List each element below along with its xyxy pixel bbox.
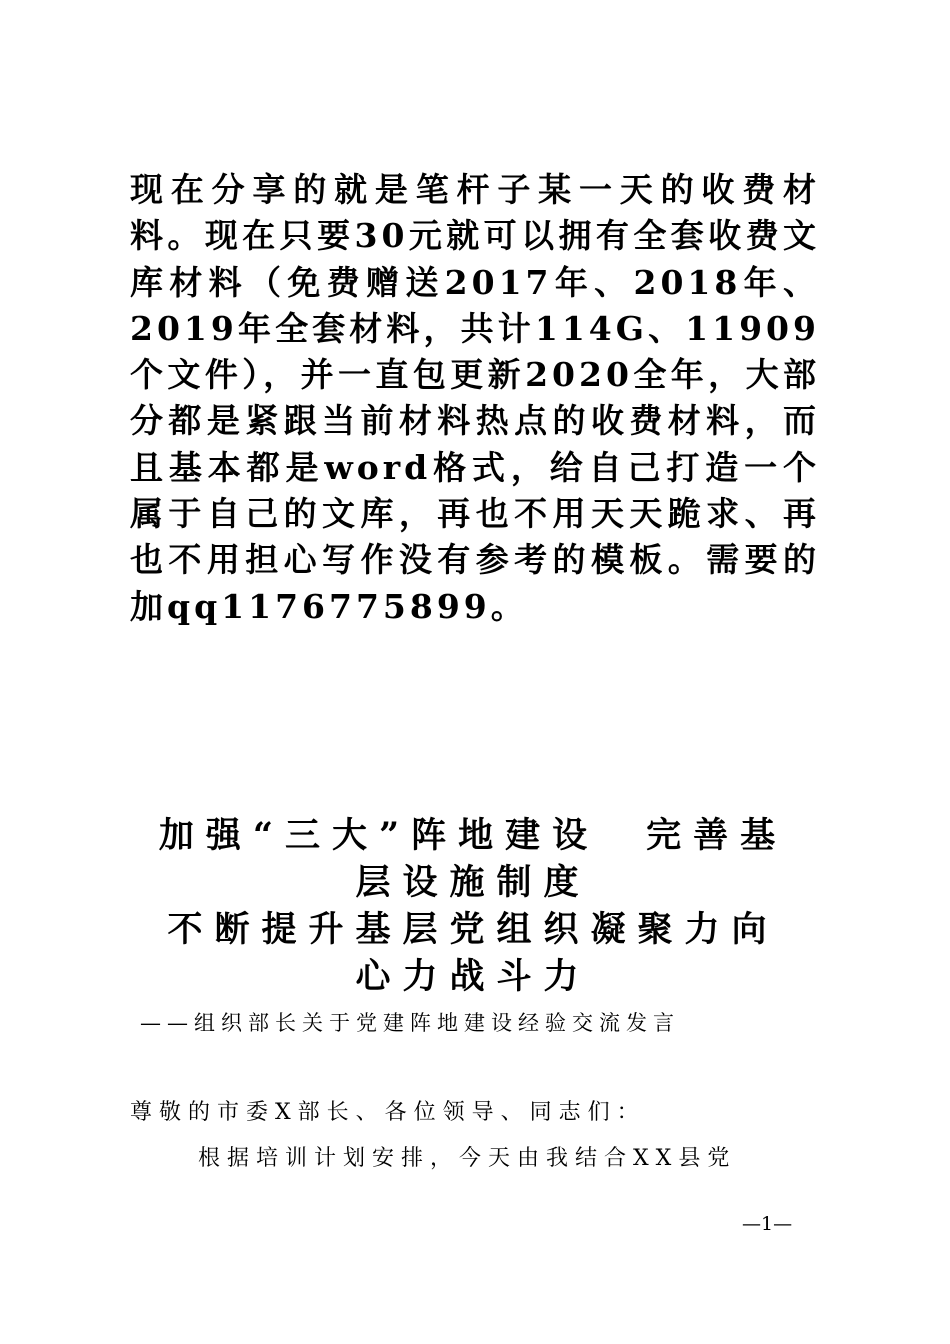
title-line-3: 不断提升基层党组织凝聚力向 xyxy=(167,909,779,950)
body-paragraph: 根据培训计划安排，今天由我结合XX县党 xyxy=(198,1146,737,1171)
salutation: 尊敬的市委X部长、各位领导、同志们： xyxy=(130,1100,646,1125)
title-line-2: 层设施制度 xyxy=(355,862,591,903)
title-line-1: 加强“三大”阵地建设 完善基 xyxy=(158,815,788,856)
title-line-4: 心力战斗力 xyxy=(355,956,591,997)
promo-paragraph: 现在分享的就是笔杆子某一天的收费材料。现在只要30元就可以拥有全套收费文库材料（免费赠送2017年、2018年、2019年全套材料，共计114G、11909个文件），并一直包更新2020全年，大部分都是紧跟当前材料热点的收费材料，而且基本都是word格式，给自己打造一个属于自己的文库，再也不用天天跪求、再也不用担心写作没有参考的模板。需要的加qq1176775899。 xyxy=(130,170,820,626)
document-subtitle: ——组织部长关于党建阵地建设经验交流发言 xyxy=(140,1011,680,1035)
document-title xyxy=(128,812,818,1000)
page-number: —1— xyxy=(742,1213,793,1235)
